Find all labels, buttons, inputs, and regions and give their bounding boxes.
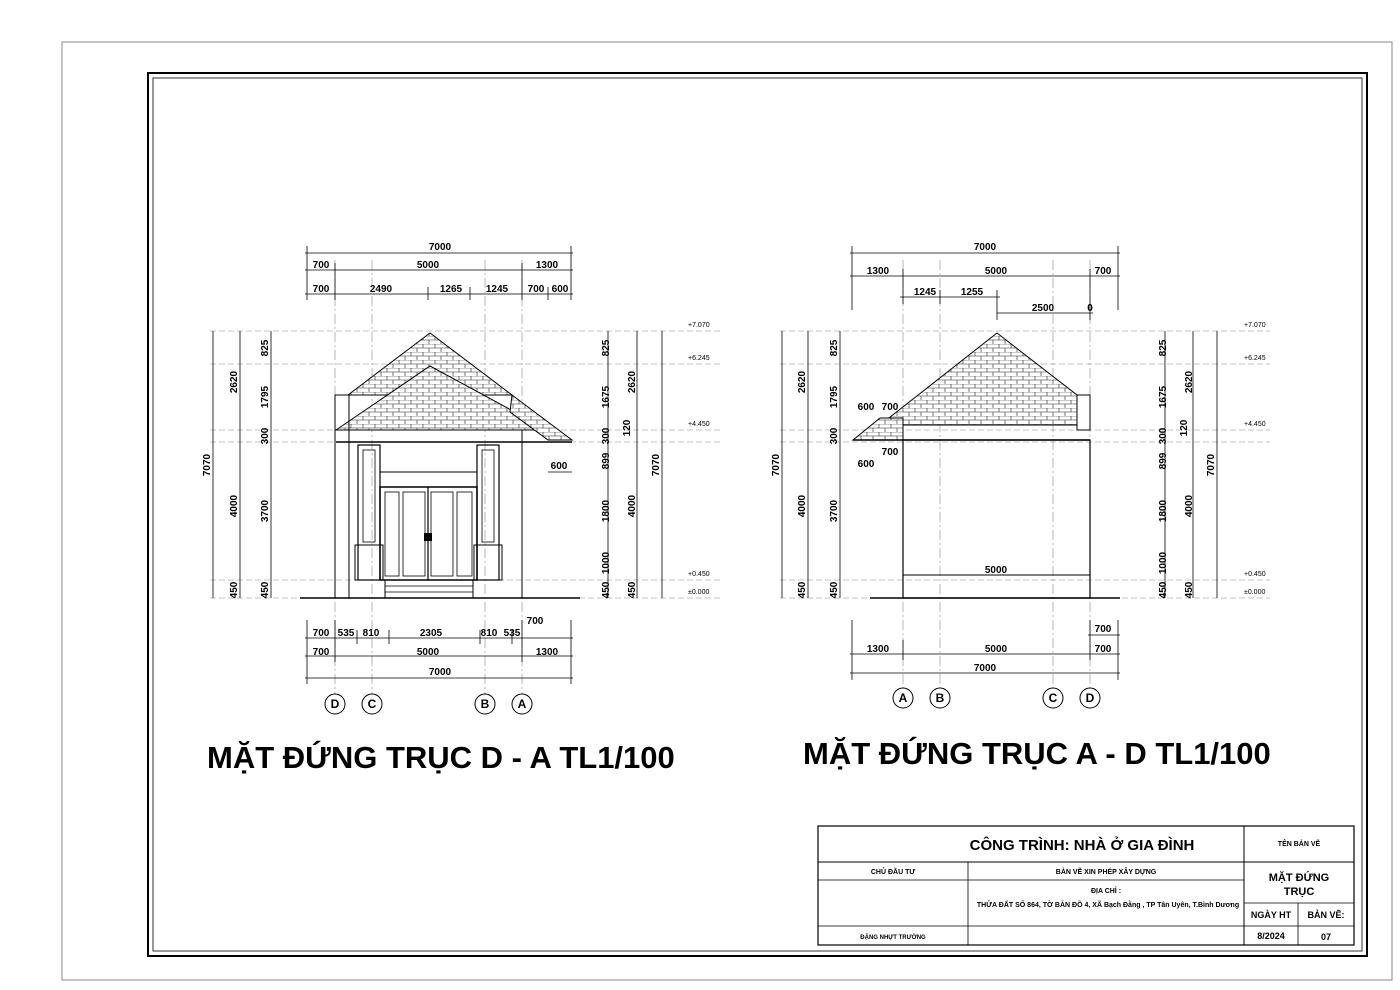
frame-inner-border: [153, 78, 1362, 951]
r-inner-dim-d: 700: [881, 447, 899, 458]
level-label: ±0.000: [688, 589, 710, 596]
r-left-dim-overall: 7070: [771, 453, 782, 477]
level-label: +6.245: [688, 355, 710, 362]
drawing-name-line1: MẶT ĐỨNG: [1268, 872, 1330, 884]
r-bot-dim-r2-b: 5000: [984, 644, 1008, 655]
r-right-dim-mid-b: 4000: [1184, 494, 1195, 518]
date-label: NGÀY HT: [1250, 910, 1292, 920]
bot-dim-r2-b: 5000: [416, 647, 440, 658]
bot-dim-r2-c: 1300: [535, 647, 559, 658]
side-roof: [880, 333, 1077, 425]
r-bot-dim-r1: 700: [1094, 624, 1112, 635]
sheet-number: 07: [1320, 932, 1332, 942]
r-right-dim-outer-b: 7070: [1206, 453, 1217, 477]
r-bot-dim-r2-c: 700: [1094, 644, 1112, 655]
left-dim-inner-e: 450: [260, 581, 271, 599]
right-dim-mid-a: 120: [622, 419, 633, 437]
entrance-steps: [385, 580, 473, 598]
address-label: ĐỊA CHỈ :: [1090, 888, 1122, 895]
axis-label-c: C: [367, 697, 377, 711]
left-dim-inner-a: 825: [260, 339, 271, 357]
r-left-dim-outer-b: 4000: [797, 494, 808, 518]
right-dim-outer-b: 7070: [651, 453, 662, 477]
bot-dim-r1-f: 535: [503, 628, 521, 639]
axis-label-b: B: [480, 697, 490, 711]
right-dim-inner-g: 450: [601, 581, 612, 599]
r-left-dim-inner-d: 3700: [829, 499, 840, 523]
title-block: [818, 826, 1354, 945]
r-left-dim-inner-a: 825: [829, 339, 840, 357]
r-top-dim-r4-a: 2500: [1031, 303, 1055, 314]
right-dim-inner-d: 899: [601, 452, 612, 470]
r-bot-dim-r2-a: 1300: [866, 644, 890, 655]
bot-dim-r1-a: 700: [312, 628, 330, 639]
left-dim-inner-c: 300: [260, 427, 271, 445]
bot-dim-r1-d: 2305: [419, 628, 443, 639]
r-right-dim-inner-e: 1800: [1158, 499, 1169, 523]
r-bot-dim-overall: 7000: [973, 663, 997, 674]
level-label: +4.450: [1244, 421, 1266, 428]
r-left-dim-inner-b: 1795: [829, 385, 840, 409]
level-label: ±0.000: [1244, 589, 1266, 596]
r-inner-dim-a: 600: [857, 402, 875, 413]
axis-label-a: A: [517, 697, 527, 711]
owner-label: CHỦ ĐẦU TƯ: [870, 869, 916, 876]
r-right-dim-inner-g: 450: [1158, 581, 1169, 599]
r-top-dim-r4-b: 0: [1087, 303, 1093, 314]
right-dim-inner-c: 300: [601, 427, 612, 445]
r-right-dim-inner-d: 899: [1158, 452, 1169, 470]
side-dim-600: 600: [550, 461, 568, 472]
r-right-dim-inner-f: 1000: [1158, 551, 1169, 575]
r-top-dim-overall: 7000: [973, 242, 997, 253]
r-top-dim-r2-c: 700: [1094, 266, 1112, 277]
level-label: +0.450: [1244, 571, 1266, 578]
top-dim-r3-e: 700: [527, 284, 545, 295]
r-axis-label-d: D: [1085, 691, 1095, 705]
r-right-dim-mid-c: 450: [1184, 581, 1195, 599]
right-dim-inner-e: 1800: [601, 499, 612, 523]
r-top-dim-r3-a: 1245: [913, 287, 937, 298]
right-dim-mid-b: 4000: [627, 494, 638, 518]
porch-roof-side: [853, 418, 903, 440]
owner-name: ĐẶNG NHỰT TRƯỜNG: [860, 935, 926, 941]
top-dim-r2-b: 5000: [416, 260, 440, 271]
drawing-name-label: TÊN BẢN VẼ: [1277, 841, 1321, 848]
r-top-dim-r2-a: 1300: [866, 266, 890, 277]
r-right-dim-inner-a: 825: [1158, 339, 1169, 357]
level-label: +7.070: [688, 322, 710, 329]
right-dim-inner-f: 1000: [601, 551, 612, 575]
r-axis-label-a: A: [898, 691, 908, 705]
project-name: CÔNG TRÌNH: NHÀ Ở GIA ĐÌNH: [969, 837, 1195, 854]
right-elevation: [771, 242, 1271, 771]
r-right-dim-inner-c: 300: [1158, 427, 1169, 445]
r-top-dim-r3-b: 1255: [960, 287, 984, 298]
left-elevation: [202, 242, 720, 775]
r-left-dim-outer-c: 450: [797, 581, 808, 599]
column-right: [477, 445, 499, 580]
bot-dim-overall: 7000: [428, 667, 452, 678]
top-dim-r2-c: 1300: [535, 260, 559, 271]
right-dim-outer-a: 2620: [627, 370, 638, 394]
right-elevation-title: MẶT ĐỨNG TRỤC A - D TL1/100: [803, 736, 1271, 771]
level-label: +0.450: [688, 571, 710, 578]
address-text: THỬA ĐẤT SỐ 864, TỜ BẢN ĐỒ 4, XÃ Bạch Đằng , TP Tân Uyên, T.Bình Dương: [976, 902, 1240, 909]
r-wall-dim: 5000: [984, 565, 1008, 576]
level-label: +7.070: [1244, 322, 1266, 329]
r-inner-dim-c: 600: [857, 459, 875, 470]
left-dim-outer-b: 4000: [229, 494, 240, 518]
r-right-dim-mid-a: 120: [1179, 419, 1190, 437]
side-dim-700: 700: [526, 616, 544, 627]
permit-label: BẢN VẼ XIN PHÉP XÂY DỰNG: [1055, 869, 1157, 876]
drawing-name-line2: TRỤC: [1283, 886, 1315, 898]
date-value: 8/2024: [1257, 931, 1285, 941]
top-dim-r3-a: 700: [312, 284, 330, 295]
left-dim-inner-b: 1795: [260, 385, 271, 409]
top-dim-r3-d: 1245: [485, 284, 509, 295]
left-dim-outer-a: 2620: [229, 370, 240, 394]
top-dim-r3-f: 600: [551, 284, 569, 295]
top-dim-r2-a: 700: [312, 260, 330, 271]
porch-roof: [510, 395, 572, 440]
left-dim-inner-d: 3700: [260, 499, 271, 523]
left-elevation-title: MẶT ĐỨNG TRỤC D - A TL1/100: [207, 740, 675, 775]
right-dim-inner-b: 1675: [601, 385, 612, 409]
right-dim-mid-c: 450: [627, 581, 638, 599]
bot-dim-r1-c: 810: [362, 628, 380, 639]
r-right-dim-inner-b: 1675: [1158, 385, 1169, 409]
level-label: +4.450: [688, 421, 710, 428]
bot-dim-r1-e: 810: [480, 628, 498, 639]
left-dim-overall: 7070: [202, 453, 213, 477]
r-inner-dim-b: 700: [881, 402, 899, 413]
bot-dim-r2-a: 700: [312, 647, 330, 658]
bot-dim-r1-b: 535: [337, 628, 355, 639]
top-dim-r3-b: 2490: [369, 284, 393, 295]
top-dim-overall: 7000: [428, 242, 452, 253]
r-top-dim-r2-b: 5000: [984, 266, 1008, 277]
r-left-dim-outer-a: 2620: [797, 370, 808, 394]
right-dim-inner-a: 825: [601, 339, 612, 357]
r-axis-label-b: B: [935, 691, 945, 705]
axis-label-d: D: [330, 697, 340, 711]
r-left-dim-inner-c: 300: [829, 427, 840, 445]
sheet-label: BẢN VẼ:: [1307, 910, 1345, 920]
level-label: +6.245: [1244, 355, 1266, 362]
left-dim-outer-c: 450: [229, 581, 240, 599]
r-left-dim-inner-e: 450: [829, 581, 840, 599]
r-axis-label-c: C: [1048, 691, 1058, 705]
r-right-dim-outer-a: 2620: [1184, 370, 1195, 394]
column-left: [358, 445, 380, 580]
top-dim-r3-c: 1265: [439, 284, 463, 295]
